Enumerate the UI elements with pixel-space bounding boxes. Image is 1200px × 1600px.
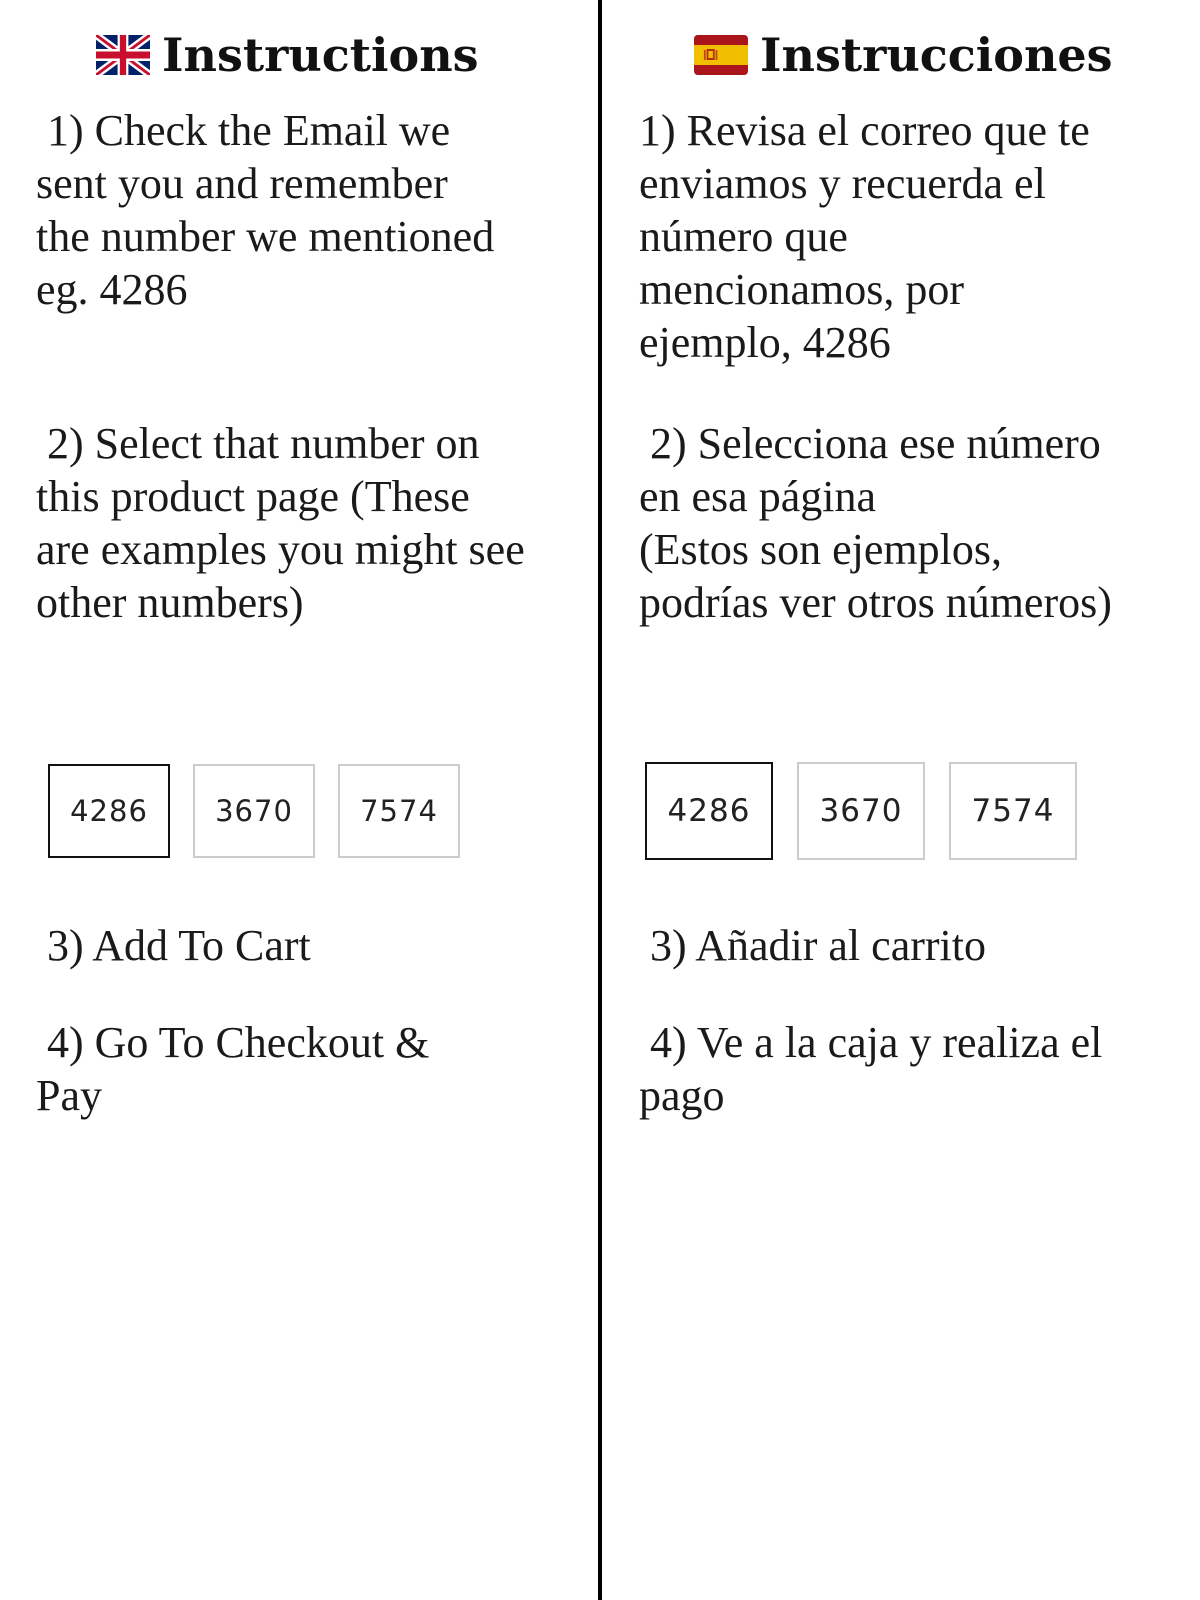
number-option-3670[interactable]: 3670: [193, 764, 315, 858]
english-step-3: 3) Add To Cart: [36, 921, 311, 970]
english-step-2: 2) Select that number on this product page (These are examples you might see other numbers): [36, 419, 525, 627]
english-title: Instructions: [162, 28, 479, 82]
spanish-number-options: [645, 762, 1077, 860]
numero-option-4286[interactable]: 4286: [645, 762, 773, 860]
numero-option-7574[interactable]: 7574: [949, 762, 1077, 860]
spain-flag-icon: [694, 35, 748, 75]
english-number-options: [48, 764, 460, 858]
uk-flag-icon: [96, 35, 150, 75]
spanish-step-1: 1) Revisa el correo que te enviamos y recuerda el número que mencionamos, por ejemplo, 4286: [639, 106, 1090, 367]
number-option-7574[interactable]: 7574: [338, 764, 460, 858]
numero-option-3670[interactable]: 3670: [797, 762, 925, 860]
english-step-1: 1) Check the Email we sent you and remember the number we mentioned eg. 4286: [36, 106, 495, 314]
spanish-column: [602, 0, 1200, 1600]
english-column: [0, 0, 598, 1600]
english-heading: [96, 26, 479, 84]
spanish-heading: [694, 26, 1113, 84]
english-step-4: 4) Go To Checkout & Pay: [36, 1018, 430, 1120]
spanish-step-3: 3) Añadir al carrito: [639, 921, 986, 970]
spanish-title: Instrucciones: [760, 28, 1113, 82]
number-option-4286[interactable]: 4286: [48, 764, 170, 858]
spanish-step-2: 2) Selecciona ese número en esa página (Estos son ejemplos, podrías ver otros números): [639, 419, 1112, 627]
spanish-step-4: 4) Ve a la caja y realiza el pago: [639, 1018, 1103, 1120]
